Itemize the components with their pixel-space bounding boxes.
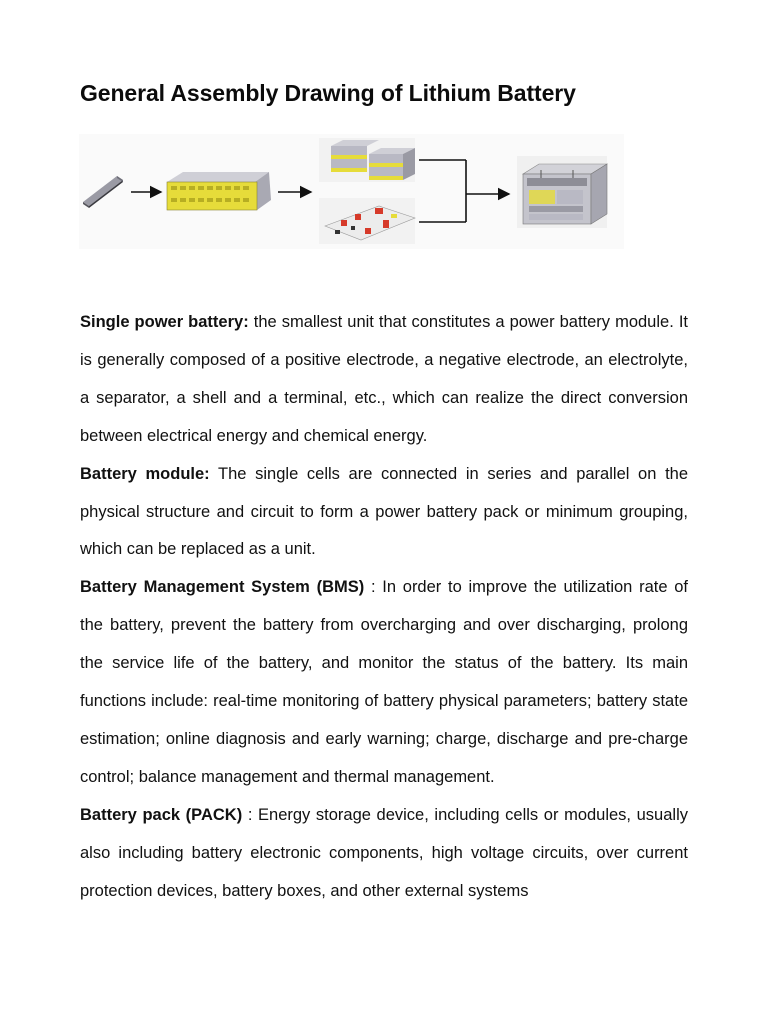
definition-text: : In order to improve the utilization rate of the battery, prevent the battery from overcharging and over discharging, prolong the service life of the battery, and monitor the status of the battery. Its main functions include: real-time monitoring of battery physical parameters; battery state estimation; online diagnosis and early warning; charge, discharge and pre-charge control; balance management and thermal management.: [80, 578, 688, 786]
definition-text: the smallest unit that constitutes a power battery module. It is generally composed of a positive electrode, a negative electrode, an electrolyte, a separator, a shell and a terminal, etc., which can realize the direct conversion between electrical energy and chemical energy.: [80, 313, 688, 445]
cell-module-image: [167, 172, 271, 210]
definition-text: : Energy storage device, including cells or modules, usually also including battery electronic components, high voltage circuits, over current protection devices, battery boxes, and other external systems: [80, 805, 688, 900]
paragraph-battery-pack: [80, 797, 688, 911]
assembly-diagram: [79, 134, 624, 249]
term-label: Battery module:: [80, 464, 210, 483]
paragraph-battery-module: [80, 456, 688, 570]
battery-pack-image: [517, 156, 607, 228]
term-label: Battery pack (PACK): [80, 805, 243, 824]
page-title: General Assembly Drawing of Lithium Battery: [80, 80, 576, 106]
term-label: Battery Management System (BMS): [80, 578, 365, 597]
definition-text: The single cells are connected in series and parallel on the physical structure and circuit to form a power battery pack or minimum grouping, which can be replaced as a unit.: [80, 464, 689, 559]
module-stack-image: [319, 138, 415, 182]
paragraph-bms: [80, 569, 688, 796]
bms-board-image: [319, 198, 415, 244]
term-label: Single power battery:: [80, 313, 249, 331]
paragraph-single-power-battery: [80, 304, 688, 456]
body-text: [80, 304, 688, 911]
